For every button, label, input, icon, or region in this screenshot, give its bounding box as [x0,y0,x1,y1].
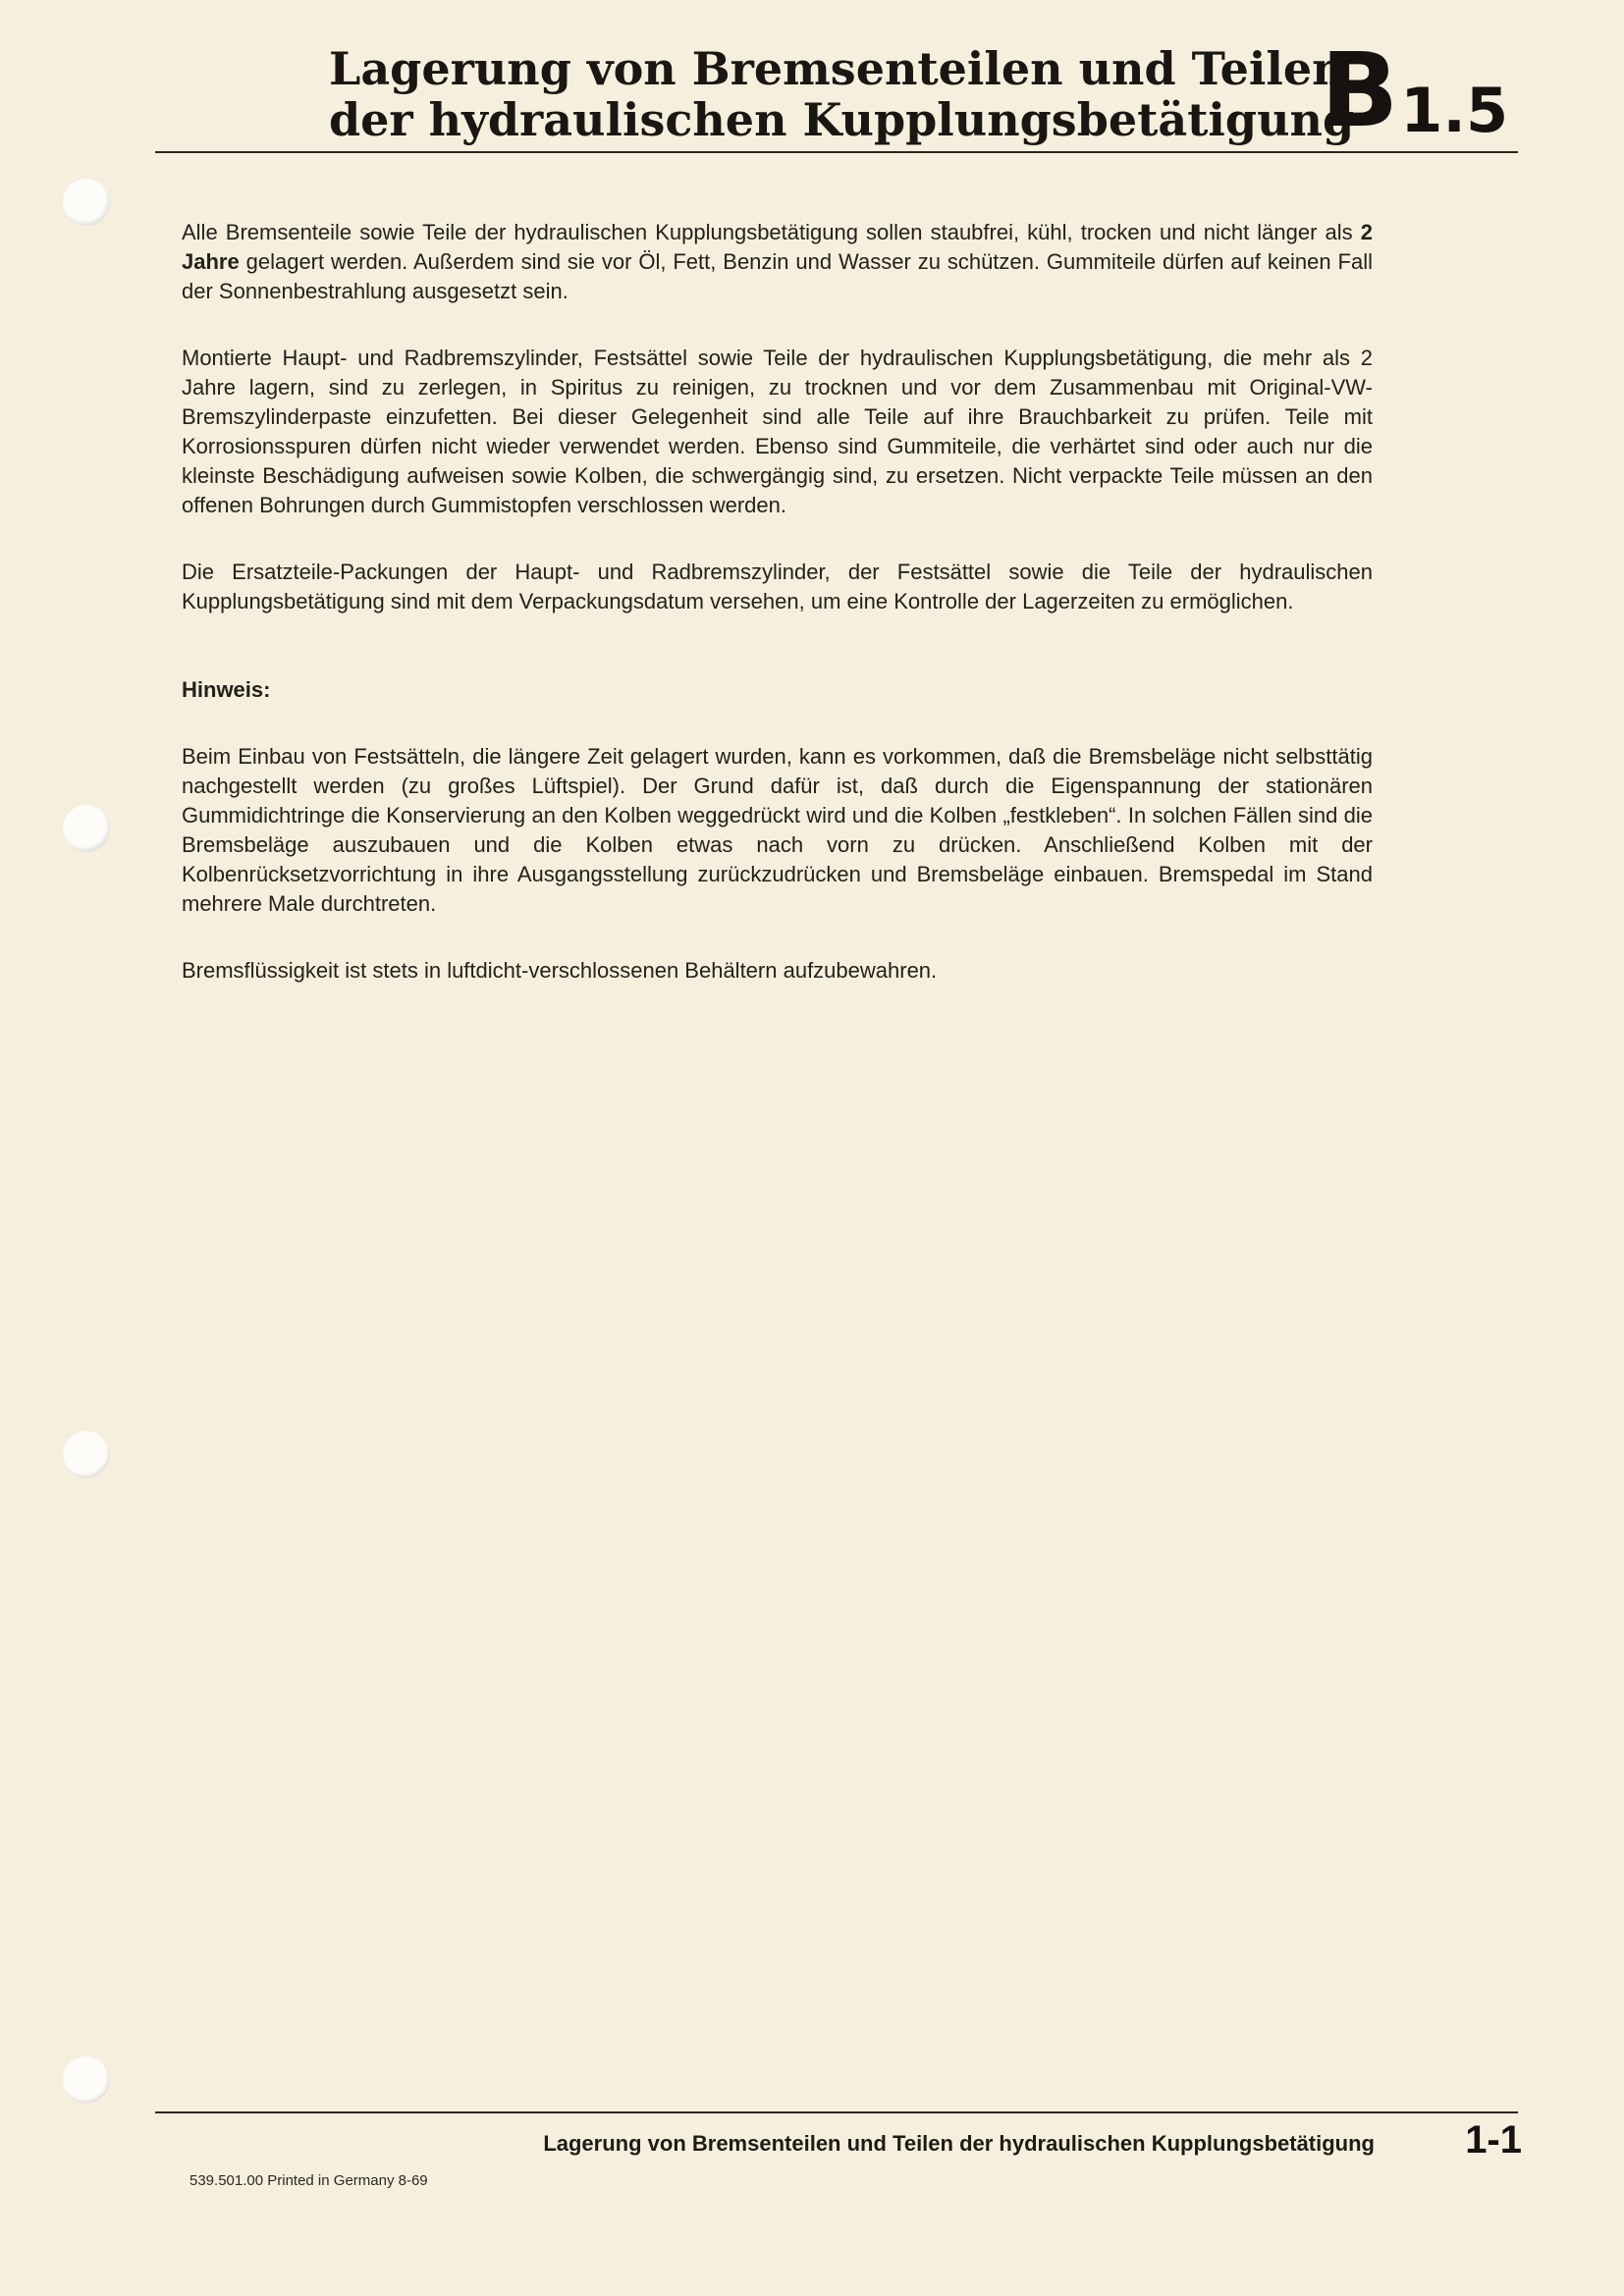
page-title [329,42,1355,146]
paragraph-assembled-parts: Montierte Haupt- und Radbremszylinder, Festsättel sowie Teile der hydraulischen Kupplungsbetätigung, die mehr als 2 Jahre lagern, sind zu zerlegen, in Spiritus zu reinigen, zu trocknen und vor dem Zusammenbau mit Original-VW-Bremszylinderpaste einzufetten. Bei dieser Gelegenheit sind alle Teile auf ihre Brauchbarkeit zu prüfen. Teile mit Korrosionsspuren dürfen nicht wieder verwendet werden. Ebenso sind Gummiteile, die verhärtet sind oder auch nur die kleinste Beschädigung aufweisen sowie Kolben, die schwergängig sind, zu ersetzen. Nicht verpackte Teile müssen an den offenen Bohrungen durch Gummistopfen verschlossen werden. [182,346,1373,517]
header-divider [155,151,1518,153]
storage-duration: 2 Jahre [182,220,1373,274]
print-imprint: 539.501.00 Printed in Germany 8-69 [189,2172,428,2189]
footer-title: Lagerung von Bremsenteilen und Teilen der hydraulischen Kupplungsbetätigung [543,2131,1375,2156]
paragraph-storage: Alle Bremsenteile sowie Teile der hydraulischen Kupplungsbetätigung sollen staubfrei, kühl, trocken und nicht länger als 2 Jahre gelagert werden. Außerdem sind sie vor Öl, Fett, Benzin und Wasser zu schützen. Gummiteile dürfen auf keinen Fall der Sonnenbestrahlung ausgesetzt sein. [182,220,1373,303]
punch-hole [63,2056,110,2104]
note-text: Beim Einbau von Festsätteln, die längere Zeit gelagert wurden, kann es vorkommen, daß die Bremsbeläge nicht selbsttätig nachgestellt werden (zu großes Lüftspiel). Der Grund dafür ist, daß durch die Eigenspannung der stationären Gummidichtringe die Konservierung an den Kolben weggedrückt wird und die Kolben „festkleben“. In solchen Fällen sind die Bremsbeläge auszubauen und die Kolben etwas nach vorn zu drücken. Anschließend Kolben mit der Kolbenrücksetzvorrichtung in ihre Ausgangsstellung zurückzudrücken und Bremsbeläge einbauen. Bremspedal im Stand mehrere Male durchtreten. [182,744,1373,916]
main-text [182,218,1373,986]
punch-hole [63,179,110,226]
page-number: 1-1 [1465,2118,1522,2162]
paragraph-packaging: Die Ersatzteile-Packungen der Haupt- und Radbremszylinder, der Festsättel sowie die Teile der hydraulischen Kupplungsbetätigung sind mit dem Verpackungsdatum versehen, um eine Kontrolle der Lagerzeiten zu ermöglichen. [182,560,1373,614]
note-heading: Hinweis: [182,677,271,702]
section-code [1321,30,1509,150]
section-number: 1.5 [1400,75,1509,146]
footer-divider [155,2111,1518,2113]
paragraph-brake-fluid: Bremsflüssigkeit ist stets in luftdicht-verschlossenen Behältern aufzubewahren. [182,958,938,983]
punch-hole [63,1431,110,1478]
title-line-1: Lagerung von Bremsenteilen und Teilen [329,42,1345,95]
title-line-2: der hydraulischen Kupplungsbetätigung [329,93,1355,146]
punch-hole [63,805,110,852]
section-letter: B [1321,30,1399,150]
